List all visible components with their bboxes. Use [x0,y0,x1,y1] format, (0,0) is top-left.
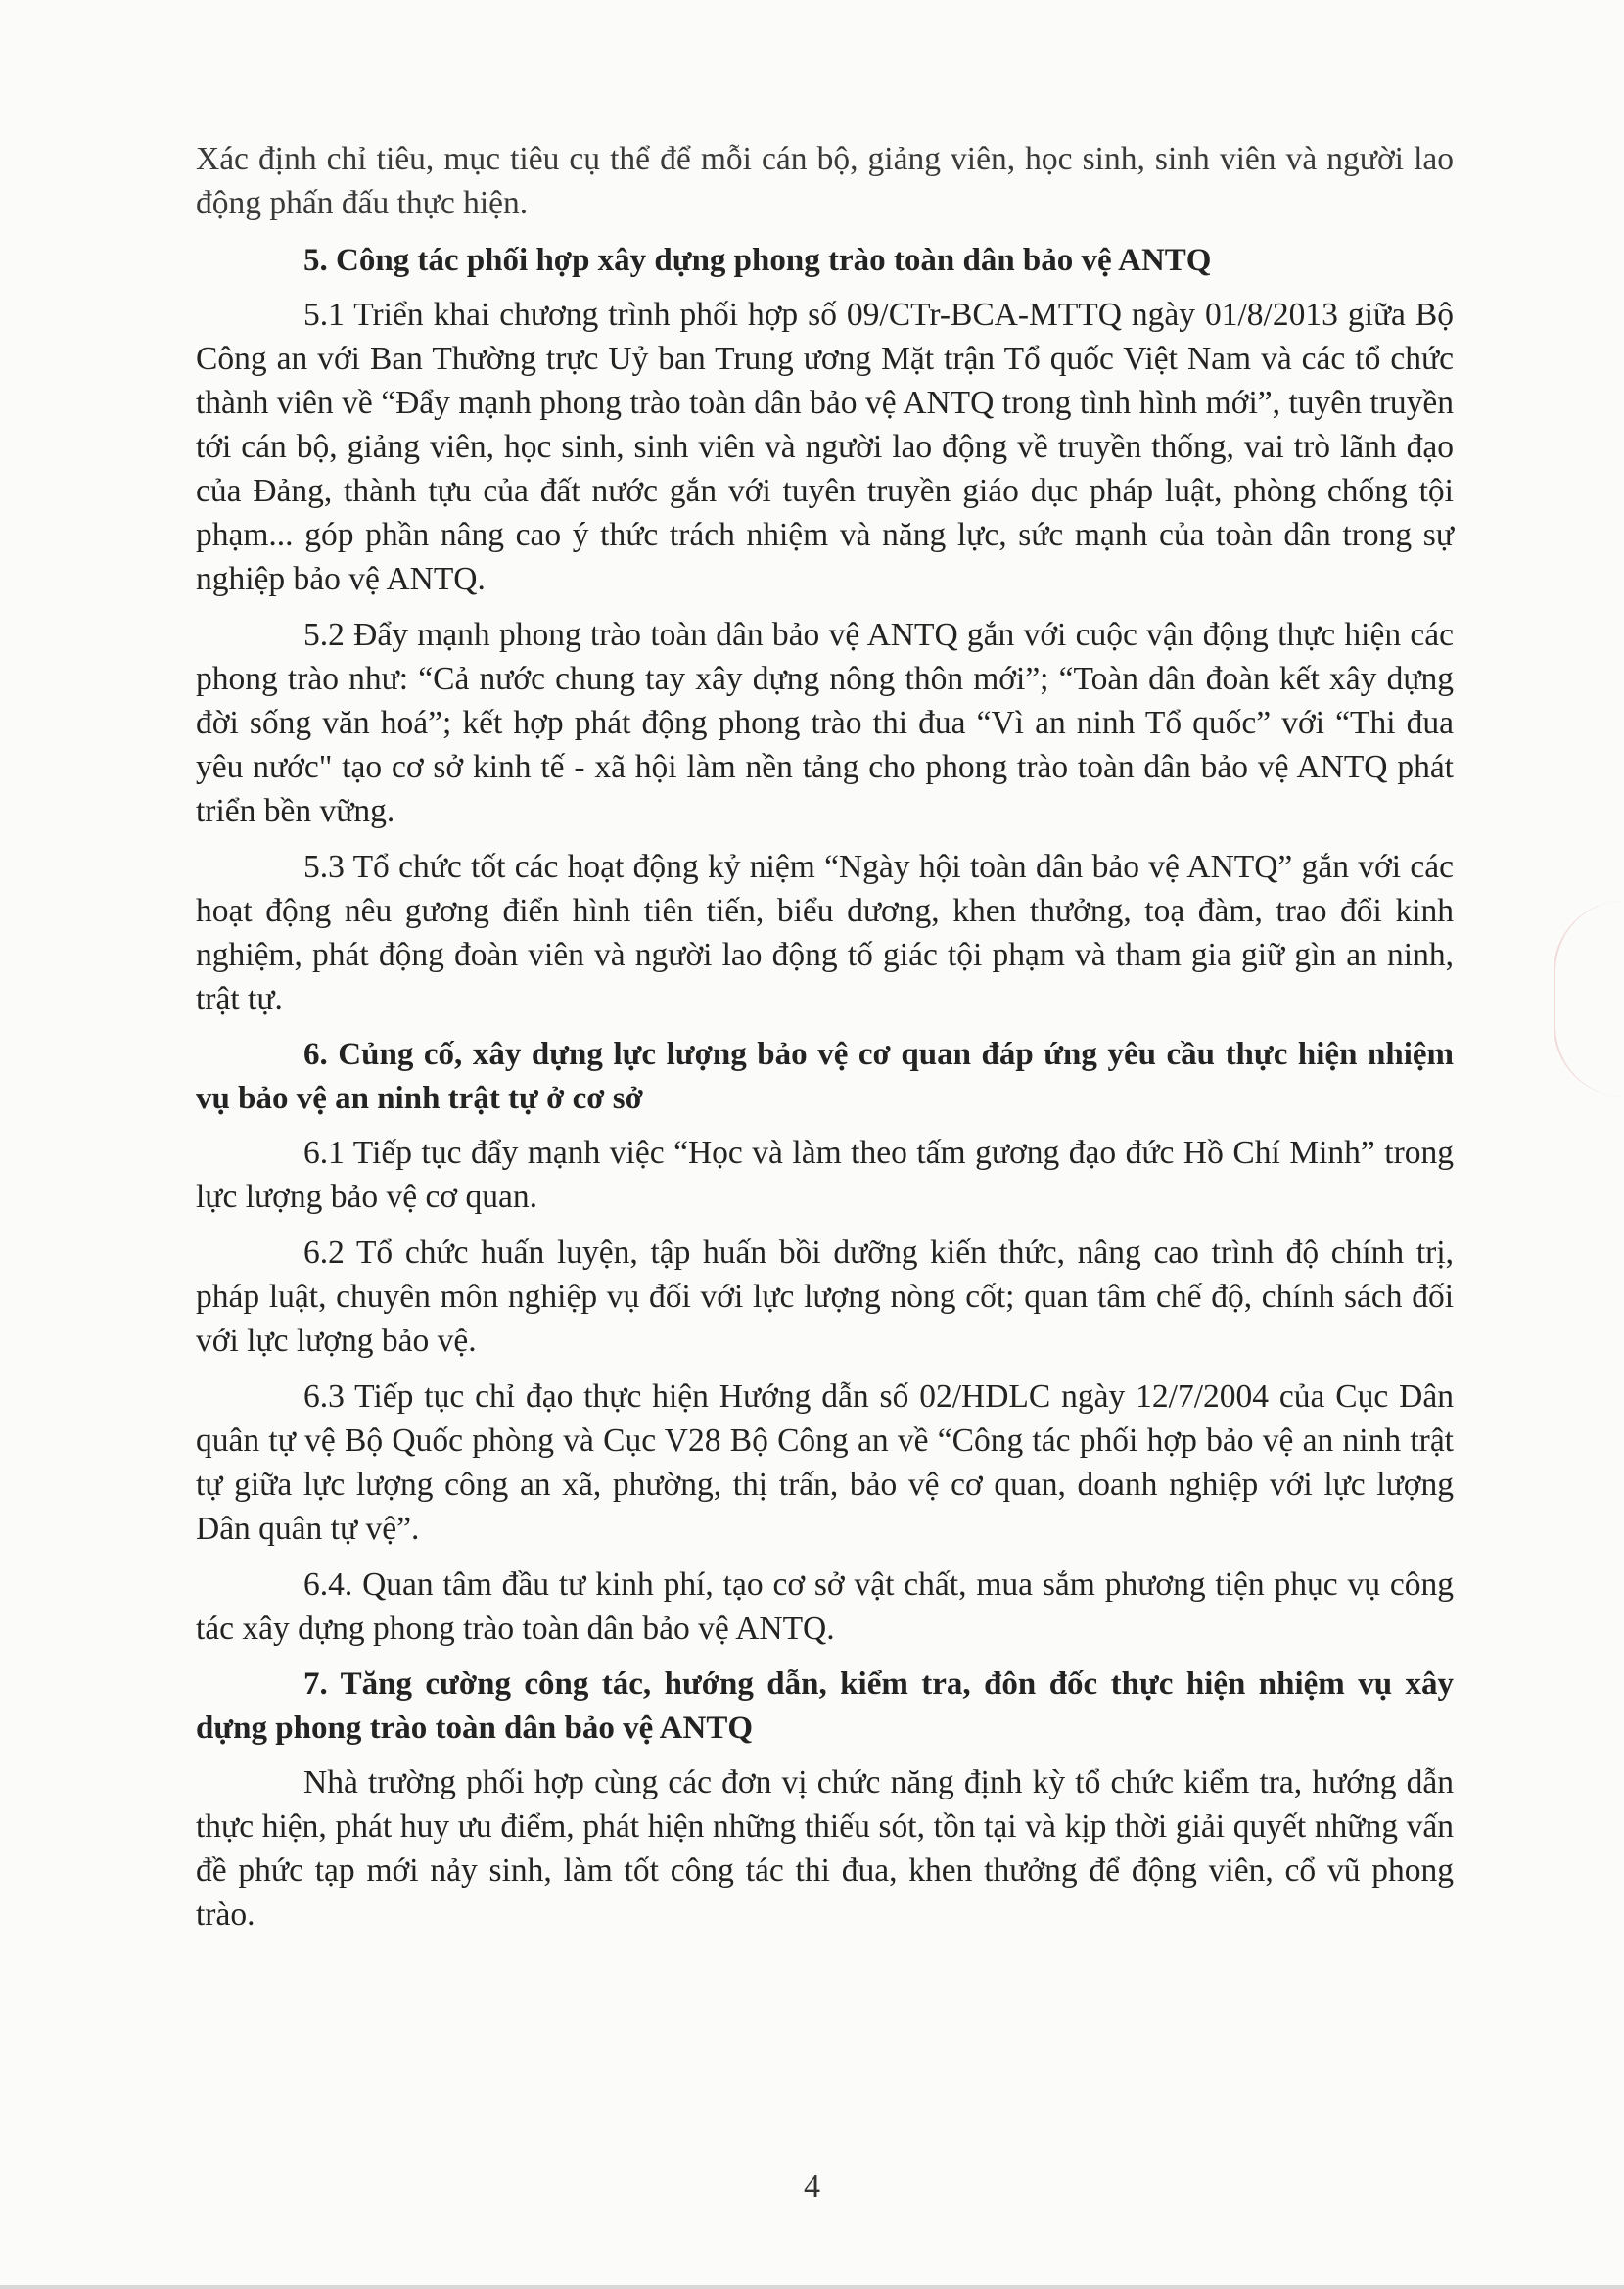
section-6-1-paragraph: 6.1 Tiếp tục đẩy mạnh việc “Học và làm theo tấm gương đạo đức Hồ Chí Minh” trong lực lượng bảo vệ cơ quan. [196,1135,1454,1215]
section-5-1-paragraph: 5.1 Triển khai chương trình phối hợp số 09/CTr-BCA-MTTQ ngày 01/8/2013 giữa Bộ Công an với Ban Thường trực Uỷ ban Trung ương Mặt trận Tổ quốc Việt Nam và các tổ chức thành viên về “Đẩy mạnh phong trào toàn dân bảo vệ ANTQ trong tình hình mới”, tuyên truyền tới cán bộ, giảng viên, học sinh, sinh viên và người lao động về truyền thống, vai trò lãnh đạo của Đảng, thành tựu của đất nước gắn với tuyên truyền giáo dục pháp luật, phòng chống tội phạm... góp phần nâng cao ý thức trách nhiệm và năng lực, sức mạnh của toàn dân trong sự nghiệp bảo vệ ANTQ. [196,297,1454,597]
page-number: 4 [804,2169,820,2205]
section-6-heading: 6. Củng cố, xây dựng lực lượng bảo vệ cơ quan đáp ứng yêu cầu thực hiện nhiệm vụ bảo vệ an ninh trật tự ở cơ sở [196,1037,1454,1116]
intro-paragraph: Xác định chỉ tiêu, mục tiêu cụ thể để mỗi cán bộ, giảng viên, học sinh, sinh viên và người lao động phấn đấu thực hiện. [196,141,1454,221]
section-5-2-paragraph: 5.2 Đẩy mạnh phong trào toàn dân bảo vệ ANTQ gắn với cuộc vận động thực hiện các phong trào như: “Cả nước chung tay xây dựng nông thôn mới”; “Toàn dân đoàn kết xây dựng đời sống văn hoá”; kết hợp phát động phong trào thi đua “Vì an ninh Tổ quốc” với “Thi đua yêu nước" tạo cơ sở kinh tế - xã hội làm nền tảng cho phong trào toàn dân bảo vệ ANTQ phát triển bền vững. [196,617,1454,829]
scan-stamp-edge [1554,901,1624,1097]
section-5-3-paragraph: 5.3 Tổ chức tốt các hoạt động kỷ niệm “Ngày hội toàn dân bảo vệ ANTQ” gắn với các hoạt động nêu gương điển hình tiên tiến, biểu dương, khen thưởng, toạ đàm, trao đổi kinh nghiệm, phát động đoàn viên và người lao động tố giác tội phạm và tham gia giữ gìn an ninh, trật tự. [196,849,1454,1017]
section-6-2-paragraph: 6.2 Tổ chức huấn luyện, tập huấn bồi dưỡng kiến thức, nâng cao trình độ chính trị, pháp luật, chuyên môn nghiệp vụ đối với lực lượng nòng cốt; quan tâm chế độ, chính sách đối với lực lượng bảo vệ. [196,1235,1454,1359]
document-page [196,137,1454,1948]
section-6-3-paragraph: 6.3 Tiếp tục chỉ đạo thực hiện Hướng dẫn số 02/HDLC ngày 12/7/2004 của Cục Dân quân tự vệ Bộ Quốc phòng và Cục V28 Bộ Công an về “Công tác phối hợp bảo vệ an ninh trật tự giữa lực lượng công an xã, phường, thị trấn, bảo vệ cơ quan, doanh nghiệp với lực lượng Dân quân tự vệ”. [196,1378,1454,1547]
section-5-heading: 5. Công tác phối hợp xây dựng phong trào toàn dân bảo vệ ANTQ [303,243,1212,278]
section-6-4-paragraph: 6.4. Quan tâm đầu tư kinh phí, tạo cơ sở vật chất, mua sắm phương tiện phục vụ công tác xây dựng phong trào toàn dân bảo vệ ANTQ. [196,1566,1454,1647]
section-7-heading: 7. Tăng cường công tác, hướng dẫn, kiểm tra, đôn đốc thực hiện nhiệm vụ xây dựng phong trào toàn dân bảo vệ ANTQ [196,1666,1454,1746]
scan-bottom-edge [0,2285,1624,2289]
section-7-paragraph: Nhà trường phối hợp cùng các đơn vị chức năng định kỳ tổ chức kiểm tra, hướng dẫn thực hiện, phát huy ưu điểm, phát hiện những thiếu sót, tồn tại và kịp thời giải quyết những vấn đề phức tạp mới nảy sinh, làm tốt công tác thi đua, khen thưởng để động viên, cổ vũ phong trào. [196,1764,1454,1933]
